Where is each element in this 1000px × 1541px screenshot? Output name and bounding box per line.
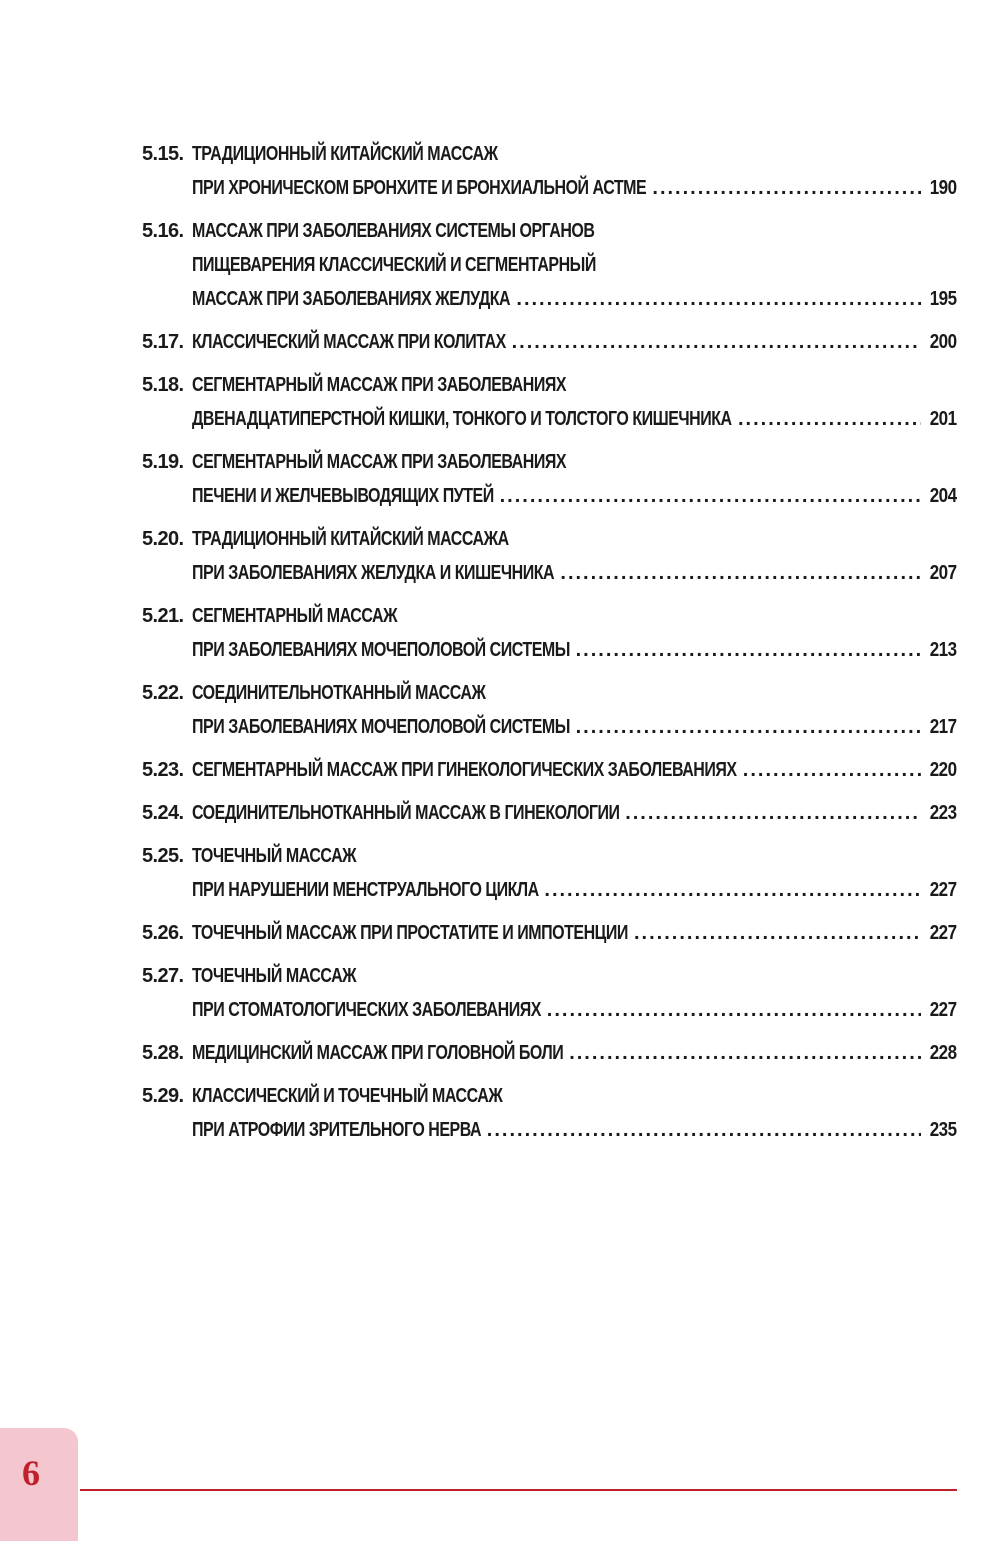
toc-entry-title: СЕГМЕНТАРНЫЙ МАССАЖ ПРИ ЗАБОЛЕВАНИЯХ xyxy=(192,451,567,473)
toc-entry-page: 200 xyxy=(930,331,957,353)
toc-entry-title: КЛАССИЧЕСКИЙ И ТОЧЕЧНЫЙ МАССАЖ xyxy=(192,1085,503,1107)
toc-entry-page: 213 xyxy=(930,639,957,661)
toc-entry-page: 228 xyxy=(930,1042,957,1064)
dot-leader xyxy=(500,479,922,513)
toc-entry-title: ТРАДИЦИОННЫЙ КИТАЙСКИЙ МАССАЖА xyxy=(192,528,509,550)
toc-entry-title: СЕГМЕНТАРНЫЙ МАССАЖ xyxy=(192,605,398,627)
toc-entry[interactable] xyxy=(142,1036,957,1070)
toc-entry-page: 190 xyxy=(930,177,957,199)
toc-entry-page: 227 xyxy=(930,922,957,944)
toc-entry-line xyxy=(142,248,957,282)
dot-leader xyxy=(743,753,922,787)
dot-leader xyxy=(512,325,922,359)
page-number: 6 xyxy=(22,1453,40,1493)
toc-entry-title: КЛАССИЧЕСКИЙ МАССАЖ ПРИ КОЛИТАХ xyxy=(192,331,506,353)
toc-entry-title: ТРАДИЦИОННЫЙ КИТАЙСКИЙ МАССАЖ xyxy=(192,143,498,165)
toc-entry-line xyxy=(142,710,957,744)
toc-entry-title: ПРИ ХРОНИЧЕСКОМ БРОНХИТЕ И БРОНХИАЛЬНОЙ АСТМЕ xyxy=(192,177,647,199)
toc-entry-number: 5.28. xyxy=(142,1042,184,1064)
dot-leader xyxy=(576,710,922,744)
toc-entry[interactable] xyxy=(142,676,957,744)
toc-entry-line xyxy=(142,282,957,316)
toc-entry-number: 5.16. xyxy=(142,220,184,242)
toc-entry-number: 5.27. xyxy=(142,965,184,987)
dot-leader xyxy=(738,402,921,436)
toc-entry-title: ПРИ ЗАБОЛЕВАНИЯХ ЖЕЛУДКА И КИШЕЧНИКА xyxy=(192,562,555,584)
toc-entry[interactable] xyxy=(142,599,957,667)
toc-entry-number: 5.24. xyxy=(142,802,184,824)
toc-entry-number: 5.15. xyxy=(142,143,184,165)
toc-entry-number: 5.26. xyxy=(142,922,184,944)
toc-entry-line xyxy=(142,796,957,830)
toc-entry[interactable] xyxy=(142,325,957,359)
toc-entry-line xyxy=(142,839,957,873)
toc-entry-number: 5.20. xyxy=(142,528,184,550)
toc-entry-title: СОЕДИНИТЕЛЬНОТКАННЫЙ МАССАЖ В ГИНЕКОЛОГИИ xyxy=(192,802,620,824)
toc-entry-page: 227 xyxy=(930,879,957,901)
toc-entry-line xyxy=(142,633,957,667)
toc-entry-line xyxy=(142,599,957,633)
toc-entry-title: МАССАЖ ПРИ ЗАБОЛЕВАНИЯХ СИСТЕМЫ ОРГАНОВ xyxy=(192,220,595,242)
dot-leader xyxy=(652,171,921,205)
toc-entry-title: СЕГМЕНТАРНЫЙ МАССАЖ ПРИ ЗАБОЛЕВАНИЯХ xyxy=(192,374,567,396)
toc-entry-page: 235 xyxy=(930,1119,957,1141)
toc-entry-page: 227 xyxy=(930,999,957,1021)
table-of-contents xyxy=(142,137,957,1156)
toc-entry-line xyxy=(142,959,957,993)
toc-entry-page: 217 xyxy=(930,716,957,738)
toc-entry-title: СОЕДИНИТЕЛЬНОТКАННЫЙ МАССАЖ xyxy=(192,682,486,704)
toc-entry-line xyxy=(142,873,957,907)
toc-entry[interactable] xyxy=(142,368,957,436)
toc-entry-number: 5.23. xyxy=(142,759,184,781)
toc-entry-page: 220 xyxy=(930,759,957,781)
toc-entry[interactable] xyxy=(142,137,957,205)
dot-leader xyxy=(560,556,921,590)
dot-leader xyxy=(569,1036,921,1070)
toc-entry-title: ПРИ СТОМАТОЛОГИЧЕСКИХ ЗАБОЛЕВАНИЯХ xyxy=(192,999,541,1021)
toc-entry-page: 223 xyxy=(930,802,957,824)
dot-leader xyxy=(487,1113,922,1147)
toc-entry[interactable] xyxy=(142,839,957,907)
toc-entry-number: 5.18. xyxy=(142,374,184,396)
toc-entry-number: 5.19. xyxy=(142,451,184,473)
toc-entry[interactable] xyxy=(142,796,957,830)
toc-entry-title: ТОЧЕЧНЫЙ МАССАЖ xyxy=(192,845,357,867)
toc-entry-line xyxy=(142,368,957,402)
toc-entry-title: МАССАЖ ПРИ ЗАБОЛЕВАНИЯХ ЖЕЛУДКА xyxy=(192,288,511,310)
toc-entry-title: ПРИ ЗАБОЛЕВАНИЯХ МОЧЕПОЛОВОЙ СИСТЕМЫ xyxy=(192,639,570,661)
toc-entry-page: 195 xyxy=(930,288,957,310)
toc-entry-title: ПРИ АТРОФИИ ЗРИТЕЛЬНОГО НЕРВА xyxy=(192,1119,482,1141)
toc-entry-line xyxy=(142,522,957,556)
toc-entry-number: 5.21. xyxy=(142,605,184,627)
toc-entry-line xyxy=(142,479,957,513)
toc-entry-number: 5.25. xyxy=(142,845,184,867)
toc-entry-line xyxy=(142,1036,957,1070)
toc-entry-line xyxy=(142,556,957,590)
toc-entry[interactable] xyxy=(142,445,957,513)
dot-leader xyxy=(576,633,922,667)
toc-entry-page: 207 xyxy=(930,562,957,584)
dot-leader xyxy=(544,873,921,907)
toc-entry-line xyxy=(142,676,957,710)
toc-entry-line xyxy=(142,171,957,205)
dot-leader xyxy=(634,916,921,950)
toc-entry-line xyxy=(142,1113,957,1147)
toc-entry-title: ДВЕНАДЦАТИПЕРСТНОЙ КИШКИ, ТОНКОГО И ТОЛСТОГО КИШЕЧНИКА xyxy=(192,408,732,430)
toc-entry-title: ТОЧЕЧНЫЙ МАССАЖ xyxy=(192,965,357,987)
toc-entry[interactable] xyxy=(142,522,957,590)
toc-entry-line xyxy=(142,137,957,171)
toc-entry-title: ПИЩЕВАРЕНИЯ КЛАССИЧЕСКИЙ И СЕГМЕНТАРНЫЙ xyxy=(192,254,596,276)
footer-rule xyxy=(80,1489,957,1491)
toc-entry-title: СЕГМЕНТАРНЫЙ МАССАЖ ПРИ ГИНЕКОЛОГИЧЕСКИХ ЗАБОЛЕВАНИЯХ xyxy=(192,759,737,781)
toc-entry-line xyxy=(142,445,957,479)
toc-entry-number: 5.22. xyxy=(142,682,184,704)
toc-entry[interactable] xyxy=(142,959,957,1027)
toc-entry[interactable] xyxy=(142,916,957,950)
toc-entry-line xyxy=(142,1079,957,1113)
toc-entry-line xyxy=(142,214,957,248)
toc-entry-line xyxy=(142,916,957,950)
toc-entry[interactable] xyxy=(142,1079,957,1147)
toc-entry[interactable] xyxy=(142,214,957,316)
toc-entry-page: 201 xyxy=(930,408,957,430)
dot-leader xyxy=(547,993,922,1027)
toc-entry-line xyxy=(142,325,957,359)
toc-entry[interactable] xyxy=(142,753,957,787)
toc-entry-title: ПРИ ЗАБОЛЕВАНИЯХ МОЧЕПОЛОВОЙ СИСТЕМЫ xyxy=(192,716,570,738)
dot-leader xyxy=(625,796,921,830)
dot-leader xyxy=(516,282,921,316)
toc-entry-page: 204 xyxy=(930,485,957,507)
toc-entry-number: 5.17. xyxy=(142,331,184,353)
toc-entry-line xyxy=(142,993,957,1027)
toc-entry-title: ТОЧЕЧНЫЙ МАССАЖ ПРИ ПРОСТАТИТЕ И ИМПОТЕНЦИИ xyxy=(192,922,628,944)
toc-entry-title: МЕДИЦИНСКИЙ МАССАЖ ПРИ ГОЛОВНОЙ БОЛИ xyxy=(192,1042,564,1064)
toc-entry-title: ПРИ НАРУШЕНИИ МЕНСТРУАЛЬНОГО ЦИКЛА xyxy=(192,879,539,901)
toc-entry-number: 5.29. xyxy=(142,1085,184,1107)
toc-entry-line xyxy=(142,402,957,436)
toc-entry-line xyxy=(142,753,957,787)
toc-entry-title: ПЕЧЕНИ И ЖЕЛЧЕВЫВОДЯЩИХ ПУТЕЙ xyxy=(192,485,494,507)
